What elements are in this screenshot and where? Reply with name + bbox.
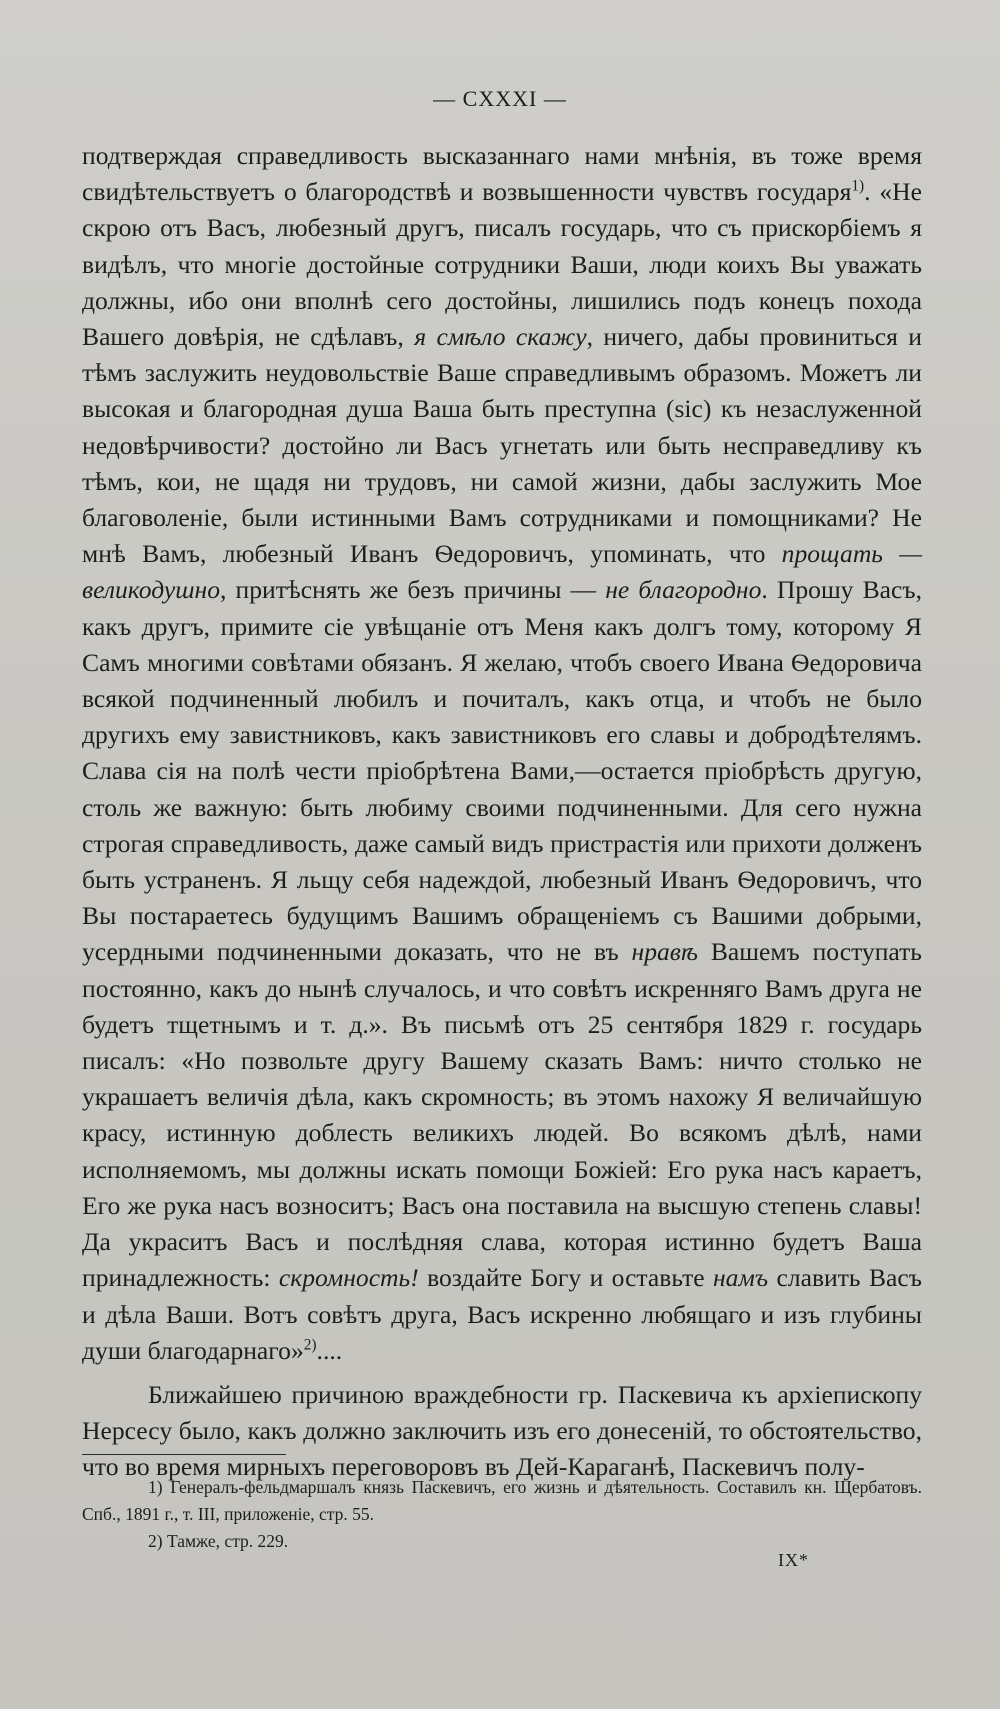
- italic-phrase: нравѣ: [631, 937, 698, 967]
- footnote-marker-1: 1): [851, 177, 865, 195]
- paragraph-1: [82, 138, 922, 1369]
- footnote-1: 1) Генералъ-фельдмаршалъ князь Паскевичъ, его жизнь и дѣятельность. Составилъ кн. Щербатовъ. Спб., 1891 г., т. III, приложеніе, стр. 55.: [82, 1477, 922, 1524]
- text-segment: славить Васъ и дѣла Ваши. Вотъ совѣтъ друга, Васъ искренно любящаго и изъ глубины души благодарнаго»: [82, 1263, 922, 1365]
- text-segment: . «Не скрою отъ Васъ, любезный другъ, писалъ государь, что съ прискорбіемъ я видѣлъ, что многіе достойные сотрудники Ваши, люди коихъ Вы уважать должны, ибо они вполнѣ сего достойны, лишились подъ конецъ похода Вашего довѣрія, не сдѣлавъ,: [82, 177, 923, 352]
- text-segment: , притѣснять же безъ причины —: [220, 575, 606, 605]
- text-segment: подтверждая справедливость высказаннаго нами мнѣнія, въ тоже время свидѣтельствуетъ о благородствѣ и возвышенности чувствъ государя: [82, 141, 922, 207]
- italic-phrase: прощать — великодушно: [82, 539, 923, 605]
- footnote-2: 2) Тамже, стр. 229.: [148, 1531, 289, 1551]
- text-segment: воздайте Богу и оставьте: [418, 1263, 713, 1293]
- page-number: — CXXXI —: [433, 86, 567, 111]
- italic-phrase: скромность!: [278, 1263, 419, 1293]
- text-segment: ....: [316, 1335, 343, 1365]
- footnote-marker-2: 2): [303, 1336, 317, 1354]
- signature-mark: IX*: [778, 1550, 809, 1570]
- italic-phrase: намъ: [712, 1263, 769, 1293]
- paragraph-2: Ближайшею причиною враждебности гр. Паскевича къ архіепископу Нерсесу было, какъ должно заключить изъ его донесеній, то обстоятельство, что во время мирныхъ переговоровъ въ Дей-Караганѣ, Паскевичъ полу-: [82, 1379, 922, 1482]
- text-segment: . Прошу Васъ, какъ другъ, примите сіе увѣщаніе отъ Меня какъ долгъ тому, которому Я Самъ многими совѣтами обязанъ. Я желаю, чтобъ своего Ивана Ѳедоровича всякой подчиненный любилъ и почиталъ, какъ отца, и чтобъ не было другихъ ему завистниковъ, какъ завистниковъ его славы и добродѣтелямъ. Слава сія на полѣ чести пріобрѣтена Вами,—остается пріобрѣсть другую, столь же важную: быть любиму своими подчиненными. Для сего нужна строгая справедливость, даже самый видъ пристрастія или прихоти долженъ быть устраненъ. Я льщу себя надеждой, любезный Иванъ Ѳедоровичъ, что Вы постараетесь будущимъ Вашимъ обращеніемъ съ Вашими добрыми, усердными подчиненными доказать, что не въ: [82, 575, 923, 967]
- text-segment: Вашемъ поступать постоянно, какъ до нынѣ случалось, и что совѣтъ искренняго Вамъ друга не будетъ тщетнымъ и т. д.». Въ письмѣ отъ 25 сентября 1829 г. государь писалъ: «Но позвольте другу Вашему сказать Вамъ: ничто столько не украшаетъ величія дѣла, какъ скромность; въ этомъ нахожу Я величайшую красу, истинную доблесть великихъ людей. Во всякомъ дѣлѣ, нами исполняемомъ, мы должны искать помощи Божіей: Его рука насъ караетъ, Его же рука насъ возноситъ; Васъ она поставила на высшую степень славы! Да украситъ Васъ и послѣдняя слава, которая истинно будетъ Ваша принадлежность:: [82, 937, 922, 1293]
- italic-phrase: не благородно: [605, 575, 762, 605]
- italic-phrase: я смѣло скажу: [414, 322, 587, 352]
- footnotes: [82, 1474, 922, 1555]
- footnote-divider: [82, 1454, 286, 1455]
- main-text: [82, 138, 922, 1486]
- text-segment: , ничего, дабы провиниться и тѣмъ заслужить неудовольствіе Ваше справедливымъ образомъ. Можетъ ли высокая и благородная душа Ваша быть преступна (sic) къ незаслуженной недовѣрчивости? достойно ли Васъ угнетать или быть несправедливу къ тѣмъ, кои, не щадя ни трудовъ, ни самой жизни, дабы заслужить Мое благоволеніе, были истинными Вамъ сотрудниками и помощниками? Не мнѣ Вамъ, любезный Иванъ Ѳедоровичъ, упоминать, что: [82, 322, 922, 569]
